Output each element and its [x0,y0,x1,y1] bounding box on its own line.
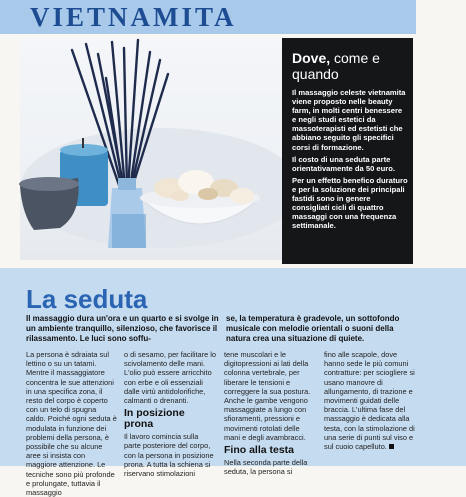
info-paragraph: Il massaggio celeste vietnamita viene proposto nelle beauty farm, in molti centri benessere e negli studi estetici da massoterapisti ed estetisti che abbiano seguito gli specifici corsi di formazione. [292,88,406,152]
diffuser-candle-shells-photo [20,38,282,260]
subhead-up-to-head: Fino alla testa [224,444,295,457]
body-text-span: fino alle scapole, dove hanno sede le più comuni contratture: per sciogliere si usano manovre di allungamento, di trazione e movimenti guidati delle braccia. L'ultima fase del massaggio è dedicata alla testa, con la stimolazione di una serie di punti sul viso e sul cuoio capelluto. [324,350,415,452]
section-title: La seduta [26,284,148,314]
text-column-1 [26,350,118,497]
text-column-2 [124,350,216,478]
info-title-rest: come e quando [292,50,380,82]
dek-left: Il massaggio dura un'ora e un quarto e si svolge in un ambiente tranquillo, silenzioso, che favorisce il rilassamento. Le luci sono soffu- [26,314,219,343]
body-text: Il lavoro comincia sulla parte posteriore del corpo, con la persona in posizione prona. A tutta la schiena si riservano stimolazioni [124,432,214,479]
body-text: La persona è sdraiata sul lettino o su un tatami. Mentre il massaggiatore concentra le sue attenzioni in una specifica zona, il resto del corpo è coperto con un telo di spugna caldo. Poiché ogni seduta è modulata in funzione dei problemi della persona, è possibile che su alcune aree si insista con maggiore attenzione. Le tecniche sono più profonde e prolungate, tuttavia il massaggio [26,350,117,497]
dek-right: se, la temperatura è gradevole, un sottofondo musicale con melodie orientali o suoni della natura crea una situazione di quiete. [226,314,400,343]
masthead-band [0,0,416,34]
end-of-article-mark [389,444,394,449]
text-column-4 [324,350,416,451]
info-title-bold: Dove, [292,50,331,66]
text-column-3 [224,350,316,476]
info-box-title [292,50,410,82]
info-paragraph: Per un effetto benefico duraturo e per la soluzione dei principali fastidi sono in genere consigliati cicli di quattro massaggi con una frequenza settimanale. [292,175,408,231]
info-paragraph: Il costo di una seduta parte orientativamente da 50 euro. [292,154,395,173]
info-box-body [292,88,408,233]
info-box-where-how-when [282,38,413,264]
subhead-prone-position: In posizione prona [124,407,185,431]
photo-illustration [20,38,282,260]
body-text: tene muscolari e le digitopressioni ai lati della colonna vertebrale, per liberare le tensioni e correggere la sua postura. Anche le gambe vengono massaggiate a lungo con sfioramenti, pressioni e movimenti rotolati delle mani e degli avambracci. [224,350,311,442]
body-text: Nella seconda parte della seduta, la persona si [224,458,308,477]
masthead-title: VIETNAMITA [30,2,237,32]
body-text [324,350,416,451]
body-text: o di sesamo, per facilitare lo scivolamento delle mani. L'olio può essere arricchito con erbe e oli essenziali dalle virtù antidolorifiche, calmanti o drenanti. [124,350,217,406]
